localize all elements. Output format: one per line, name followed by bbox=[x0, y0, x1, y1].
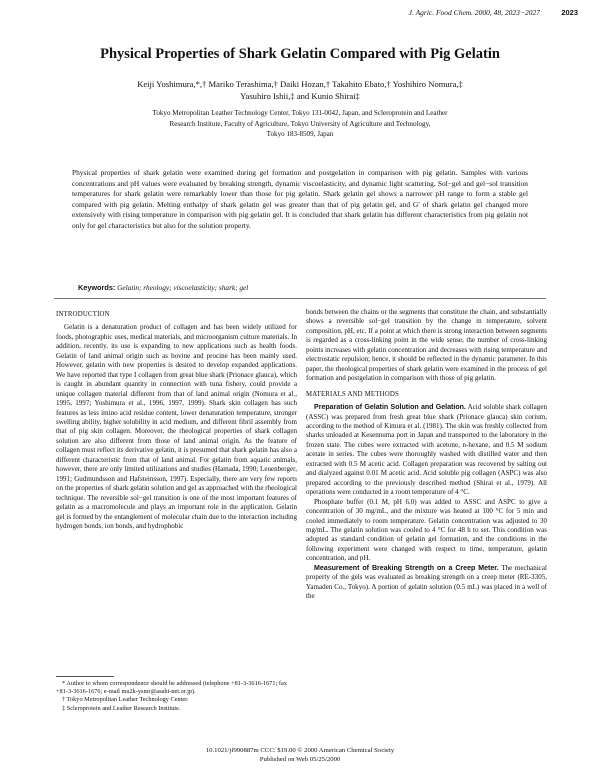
subsection-title-preparation: Preparation of Gelatin Solution and Gelation. bbox=[314, 404, 466, 412]
footnote-divider bbox=[56, 676, 114, 677]
running-header-citation: J. Agric. Food Chem. 2000, 48, 2023−2027 bbox=[408, 8, 540, 17]
footnote-dagger: † Tokyo Metropolitan Leather Technology Center. bbox=[62, 696, 189, 704]
introduction-heading: INTRODUCTION bbox=[56, 311, 110, 318]
paper-title: Physical Properties of Shark Gelatin Compared with Pig Gelatin bbox=[100, 46, 500, 62]
page-footer bbox=[0, 747, 600, 764]
right-column bbox=[306, 308, 547, 602]
doi-line: 10.1021/jf990887m CCC: $19.00 © 2000 American Chemical Society bbox=[205, 747, 395, 754]
keywords-label: Keywords: bbox=[78, 283, 116, 292]
preparation-text: Acid soluble shark collagen (ASSC) was prepared from fresh great blue shark (Prionace glauca) skin corium, according to the method of Kimura et al. (1981). The skin was freshly collected from sharks unloaded at Kesennuma port in Japan and transported to the laboratory in the frozen state. The cubes were extracted with acetone, n-hexane, and 0.5 M sodium acetate in series. The cubes were thoroughly washed with distilled water and then extracted with 0.5 M acetic acid. Collagen preparation was recovered by salting out and dialyzed against 0.01 M acetic acid. Acid soluble pig collagen (ASPC) was also prepared according to the previously described method (Shirai et al., 1979). All operations were conducted in a room temperature of 4 °C. bbox=[306, 403, 547, 497]
affiliations bbox=[40, 108, 560, 140]
methods-paragraph-2: Phosphate buffer (0.1 M, pH 6.0) was added to ASSC and ASPC to give a concentration of 30 mg/mL, and the mixture was heated at 100 °C for 5 min and cooled immediately to room temperature. Gelatin concentration was adjusted to 30 mg/mL. The gelatin solution was cooled to 4 °C for 48 h to set. This condition was adopted as standard condition of gelatin gel formation, and the conditions in the following experiment were changed with respect to time, temperature, gelatin concentration, and pH. bbox=[306, 497, 547, 563]
abstract: Physical properties of shark gelatin were examined during gel formation and postgelation in comparison with pig gelatin. Samples with various concentrations and pH values were evaluated by breaking strength, dynamic viscoelasticity, and dynamic light scattering. Sol−gel and gel−sol transition temperatures for shark gelatin were remarkably lower than those for pig gelatin. Shark gelatin gel shows a narrower pH range to form a stable gel compared with pig gelatin. Melting enthalpy of shark gelatin gel was greater than that of pig gelatin gel, and G′ of shark gelatin gel changed more extensively with rising temperature in comparison with pig gelatin gel. It is concluded that shark gelatin has different characteristics from pig gelatin not only for gel characteristics but also for the solution property. bbox=[72, 168, 528, 230]
introduction-paragraph: Gelatin is a denaturation product of collagen and has been widely utilized for foods, photographic uses, medical materials, and microorganism culture materials. In addition, recently, its use is expanding to new applications such as health foods. Gelatin of land animal origin such as bovine and procine has been mainly used. However, gelatin with new properties is desired to develop expanded applications. We have reported that type I collagen from great blue shark (Prionace glauca), which is caught in abundant quantity in connection with tuna fishery, could provide a unique collagen material different from that of land animal origin (Nomura et al., 1995, 1997; Yoshimura et al., 1996, 1997, 1999). Shark skin collagen has such features as less imino acid residue content, lower denaturation temperature, stronger swelling ability, higher solubility in acid medium, and different fibril assembly from that of pig skin collagen. Moreover, the rheological properties of shark collagen solution are also different from those of land animal origin. As the feature of collagen must reflect its derivative gelatin, it is presumed that shark gelatin has also a different characteristic from that of land animal. For gelatin from aquatic animals, however, there are only limited utilizations and studies (Hamada, 1990; Leuenberger, 1991; Gudmundsson and Hafsteinsson, 1997). Especially, there are very few reports on the properties of shark gelatin solution and gel as approached with the rheological technique. The reversible sol−gel transition is one of the most important features of gelatin as a macromolecule and plays an important role in the application. Gelatin gel is formed by the entanglement of molecular chain due to the interaction including hydrogen bonds, ion bonds, and hydrophobic bbox=[56, 323, 297, 530]
keywords-text: Gelatin; rheology; viscoelasticity; shark; gel bbox=[117, 283, 249, 292]
footnote-double-dagger: ‡ Scleroprotein and Leather Research Institute. bbox=[62, 704, 181, 712]
subsection-title-breaking-strength: Measurement of Breaking Strength on a Creep Meter. bbox=[314, 564, 499, 572]
methods-paragraph-1 bbox=[306, 403, 547, 498]
breaking-strength-text: The mechanical property of the gels was evaluated as breaking strength on a creep meter (RE-3305, Yamaden Co., Tokyo). A portion of gelatin solution (0.5 mL) was placed in a well of the bbox=[306, 563, 547, 601]
introduction-continuation: bonds between the chains or the segments that constitute the chain, and substantially shows a reversible sol−gel transition by the change in temperature, solvent composition, pH, etc. If a point at which there is strong interaction between segments is regarded as a cross-linking point in the wide sense, the number of cross-linking points increases with gelatin concentration and decreases with rising temperature and electrostatic repulsion; hence, it should be reflected in the dynamic parameter. In this paper, the rheological properties of shark gelatin were examined in the process of gel formation and postgelation in comparison with those of pig gelatin. bbox=[306, 308, 547, 383]
footnotes bbox=[56, 680, 297, 713]
author-line-2: Yasuhiro Ishii,‡ and Kunio Shirai‡ bbox=[240, 91, 360, 101]
author-line-1: Keiji Yoshimura,*,† Mariko Terashima,† Daiki Hozan,† Takahito Ebato,† Yoshihiro Nomura,‡ bbox=[137, 79, 463, 89]
left-column bbox=[56, 308, 297, 531]
publication-date: Published on Web 05/25/2000 bbox=[259, 755, 341, 763]
author-list bbox=[40, 78, 560, 102]
affiliation-line-2: Research Institute, Faculty of Agriculture, Tokyo University of Agriculture and Technology, bbox=[169, 119, 431, 128]
page-number: 2023 bbox=[561, 8, 578, 17]
affiliation-line-3: Tokyo 183-8509, Japan bbox=[266, 130, 334, 138]
methods-paragraph-3 bbox=[306, 564, 547, 602]
footnote-corresponding: * Author to whom correspondence should be addressed (telephone +81-3-3616-1671; fax +81-3-3616-1676; e-mail mu2k-ysmr@asahi-net.or.jp). bbox=[56, 680, 287, 696]
keywords bbox=[78, 283, 248, 292]
section-divider bbox=[54, 298, 546, 299]
affiliation-line-1: Tokyo Metropolitan Leather Technology Center, Tokyo 131-0042, Japan, and Scleroprotein and Leather bbox=[152, 109, 448, 117]
methods-heading: MATERIALS AND METHODS bbox=[306, 390, 399, 398]
